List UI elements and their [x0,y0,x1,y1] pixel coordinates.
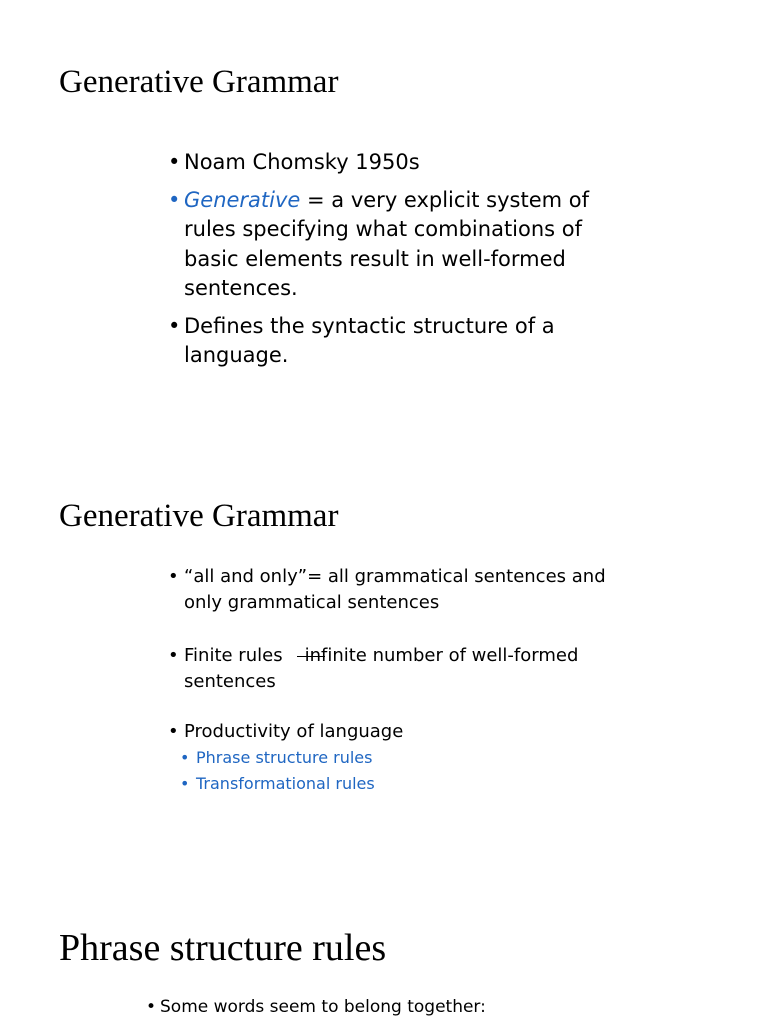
bullet-dot-icon: • [180,747,190,767]
bullet-item [168,186,618,304]
bullet-item [168,312,618,371]
sub-bullet-item [168,771,638,797]
slide-1-title: Generative Grammar [59,64,339,100]
slide-3-bullet-list [146,995,646,1019]
bullet-text: Defines the syntactic structure of a language. [184,313,555,367]
slide-2-title: Generative Grammar [59,498,339,534]
sub-bullet-item [168,745,638,771]
bullet-text: “all and only”= all grammatical sentences and only grammatical sentences [184,566,606,613]
bullet-dot-icon: • [168,150,181,174]
bullet-text-prefix: Finite rules [184,645,283,666]
bullet-dot-icon: • [168,313,181,338]
bullet-item [168,719,638,745]
bullet-dot-icon: • [168,645,179,666]
bullet-dot-icon: • [180,773,190,793]
bullet-dot-icon: • [146,997,157,1017]
bullet-text: inite number of well-formed sentences [184,645,579,692]
bullet-text: Productivity of language [184,721,404,742]
bullet-dot-icon: • [168,721,179,742]
bullet-item [168,643,638,694]
sub-bullet-text: Transformational rules [196,773,375,793]
bullet-dot-icon: • [168,566,179,587]
sub-bullet-text: Phrase structure rules [196,747,373,767]
slide-1-bullet-list [168,148,618,371]
highlighted-term: Generative [184,187,301,212]
bullet-item [146,995,646,1019]
bullet-text: = a very explicit system of rules specifying what combinations of basic elements result in well-formed sentences. [184,187,590,300]
bullet-text: Noam Chomsky 1950s [184,150,420,174]
struck-text: inf [305,643,328,669]
slide-2-bullet-list [168,564,638,797]
bullet-item [168,148,618,178]
bullet-item [168,564,638,615]
bullet-text: Some words seem to belong together: [160,997,486,1017]
bullet-dot-icon: • [168,187,181,212]
slide-3-title: Phrase structure rules [59,927,387,969]
